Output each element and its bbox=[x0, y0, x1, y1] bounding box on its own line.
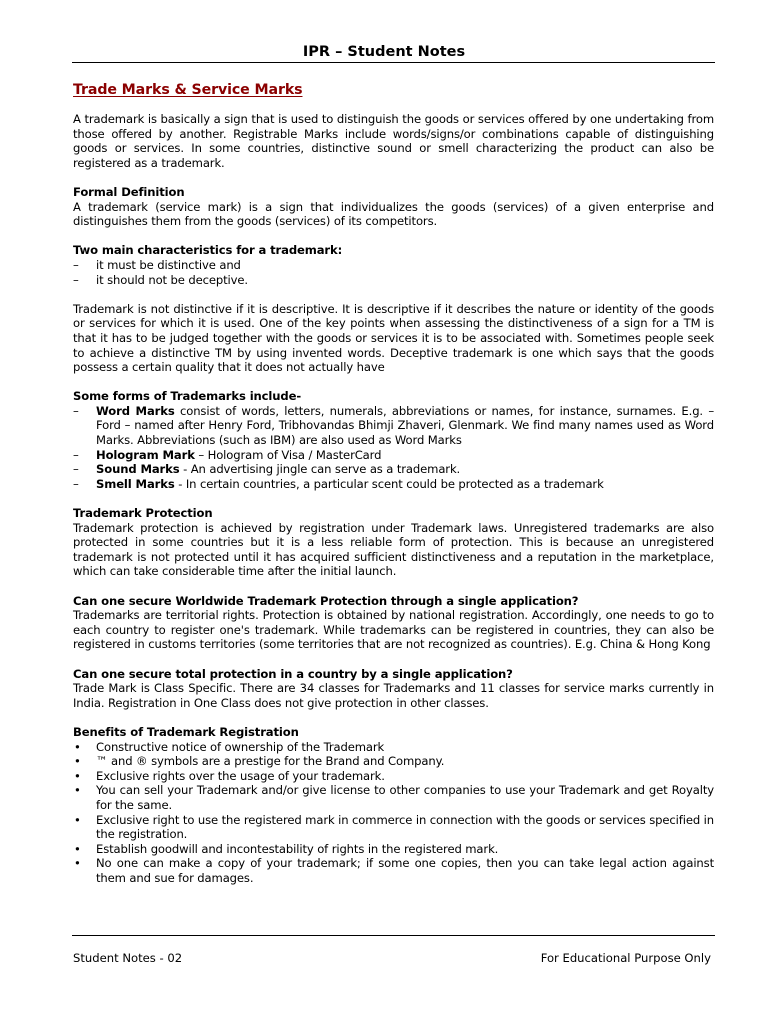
bullet-icon: • bbox=[74, 783, 81, 798]
list-item-text: Establish goodwill and incontestability of rights in the registered mark. bbox=[96, 841, 499, 856]
list-item bbox=[73, 740, 714, 755]
forms-section bbox=[73, 389, 714, 491]
footer-page-label: Student Notes - 02 bbox=[73, 951, 183, 965]
list-item bbox=[73, 462, 714, 477]
dash-marker: – bbox=[73, 462, 79, 477]
list-item-text: Exclusive rights over the usage of your trademark. bbox=[96, 768, 385, 783]
list-item bbox=[73, 769, 714, 784]
benefits-section bbox=[73, 725, 714, 886]
protection-text: Trademark protection is achieved by registration under Trademark laws. Unregistered trademarks are also protected in some countries but it is a less reliable form of protection. This is because an unregistered trademark is not protected until it has acquired sufficient distinctiveness and a reputation in the marketplace, which can take considerable time after the initial launch. bbox=[73, 520, 714, 579]
list-item bbox=[73, 813, 714, 842]
section-title: Trade Marks & Service Marks bbox=[73, 82, 303, 98]
formal-definition-text: A trademark (service mark) is a sign that individualizes the goods (services) of a given enterprise and distinguishes them from the goods (services) of its competitors. bbox=[73, 199, 714, 229]
form-description: - An advertising jingle can serve as a trademark. bbox=[179, 462, 461, 477]
page-content bbox=[73, 80, 714, 885]
bullet-icon: • bbox=[74, 812, 81, 827]
list-item bbox=[73, 856, 714, 885]
list-item-text: it must be distinctive and bbox=[96, 257, 241, 272]
form-term: Smell Marks bbox=[96, 476, 175, 491]
list-item-text: ™ and ® symbols are a prestige for the Brand and Company. bbox=[96, 754, 445, 769]
protection-section bbox=[73, 506, 714, 579]
dash-marker: – bbox=[73, 257, 79, 272]
form-term: Hologram Mark bbox=[96, 447, 195, 462]
characteristics-list bbox=[73, 258, 714, 287]
list-item-text: No one can make a copy of your trademark; if some one copies, then you can take legal action against them and sue for damages. bbox=[96, 856, 714, 885]
list-item bbox=[73, 754, 714, 769]
form-description: – Hologram of Visa / MasterCard bbox=[194, 447, 382, 462]
form-term: Sound Marks bbox=[96, 462, 180, 477]
intro-paragraph: A trademark is basically a sign that is used to distinguish the goods or services offered by one undertaking from those offered by another. Registrable Marks include words/signs/or combinations capable of distinguishing goods or services. In some countries, distinctive sound or smell characterizing the product can also be registered as a trademark. bbox=[73, 112, 714, 170]
distinctiveness-paragraph: Trademark is not distinctive if it is descriptive. It is descriptive if it describes the nature or identity of the goods or services for which it is used. One of the key points when assessing the distinctiveness of a sign for a TM is that it has to be judged together with the goods or services it is to be associated with. Sometimes people seek to achieve a distinctive TM by using invented words. Deceptive trademark is one which says that the goods possess a certain quality that it does not actually have bbox=[73, 301, 714, 375]
characteristics-heading: Two main characteristics for a trademark: bbox=[73, 243, 343, 258]
list-item bbox=[73, 783, 714, 812]
characteristics-section bbox=[73, 243, 714, 287]
protection-heading: Trademark Protection bbox=[73, 506, 213, 521]
forms-heading: Some forms of Trademarks include- bbox=[73, 389, 302, 404]
bullet-icon: • bbox=[74, 739, 81, 754]
dash-marker: – bbox=[73, 403, 79, 418]
form-description: consist of words, letters, numerals, abbreviations or names, for instance, surnames. E.g. – Ford – named after Henry Ford, Tribhovandas Bhimji Zhaveri, Glenmark. We find many names used as Word Marks. Abbreviations (such as IBM) are also used as Word Marks bbox=[96, 403, 714, 448]
list-item bbox=[73, 273, 714, 288]
dash-marker: – bbox=[73, 447, 79, 462]
benefits-list bbox=[73, 740, 714, 886]
benefits-heading: Benefits of Trademark Registration bbox=[73, 724, 299, 739]
form-description: - In certain countries, a particular scent could be protected as a trademark bbox=[174, 476, 604, 491]
list-item bbox=[73, 258, 714, 273]
dash-marker: – bbox=[73, 476, 79, 491]
total-protection-heading: Can one secure total protection in a country by a single application? bbox=[73, 666, 513, 681]
worldwide-heading: Can one secure Worldwide Trademark Protection through a single application? bbox=[73, 593, 579, 608]
list-item-text: Exclusive right to use the registered mark in commerce in connection with the goods or services specified in the registration. bbox=[96, 812, 714, 842]
bullet-icon: • bbox=[74, 754, 81, 769]
list-item-text: it should not be deceptive. bbox=[96, 272, 248, 287]
forms-list bbox=[73, 404, 714, 492]
worldwide-section bbox=[73, 594, 714, 652]
bullet-icon: • bbox=[74, 841, 81, 856]
total-protection-text: Trade Mark is Class Specific. There are 34 classes for Trademarks and 11 classes for service marks currently in India. Registration in One Class does not give protection in other classes. bbox=[73, 681, 714, 710]
footer-disclaimer: For Educational Purpose Only bbox=[540, 951, 711, 965]
formal-definition bbox=[73, 185, 714, 229]
total-protection-section bbox=[73, 667, 714, 711]
list-item-text: Constructive notice of ownership of the Trademark bbox=[96, 739, 385, 754]
footer-divider bbox=[72, 935, 715, 936]
header-divider bbox=[72, 62, 715, 63]
list-item bbox=[73, 448, 714, 463]
list-item bbox=[73, 404, 714, 448]
list-item bbox=[73, 477, 714, 492]
bullet-icon: • bbox=[74, 856, 81, 871]
list-item-text: You can sell your Trademark and/or give license to other companies to use your Trademark and get Royalty for the same. bbox=[96, 783, 714, 812]
list-item bbox=[73, 842, 714, 857]
worldwide-text: Trademarks are territorial rights. Protection is obtained by national registration. Accordingly, one needs to go to each country to register one's trademark. While trademarks can be registered in countries, they can also be registered in customs territories (some territories that are not recognized as countries). E.g. China & Hong Kong bbox=[73, 608, 714, 652]
dash-marker: – bbox=[73, 272, 79, 287]
form-term: Word Marks bbox=[96, 403, 175, 418]
bullet-icon: • bbox=[74, 768, 81, 783]
page-header-title: IPR – Student Notes bbox=[302, 44, 466, 60]
formal-definition-heading: Formal Definition bbox=[73, 184, 185, 199]
